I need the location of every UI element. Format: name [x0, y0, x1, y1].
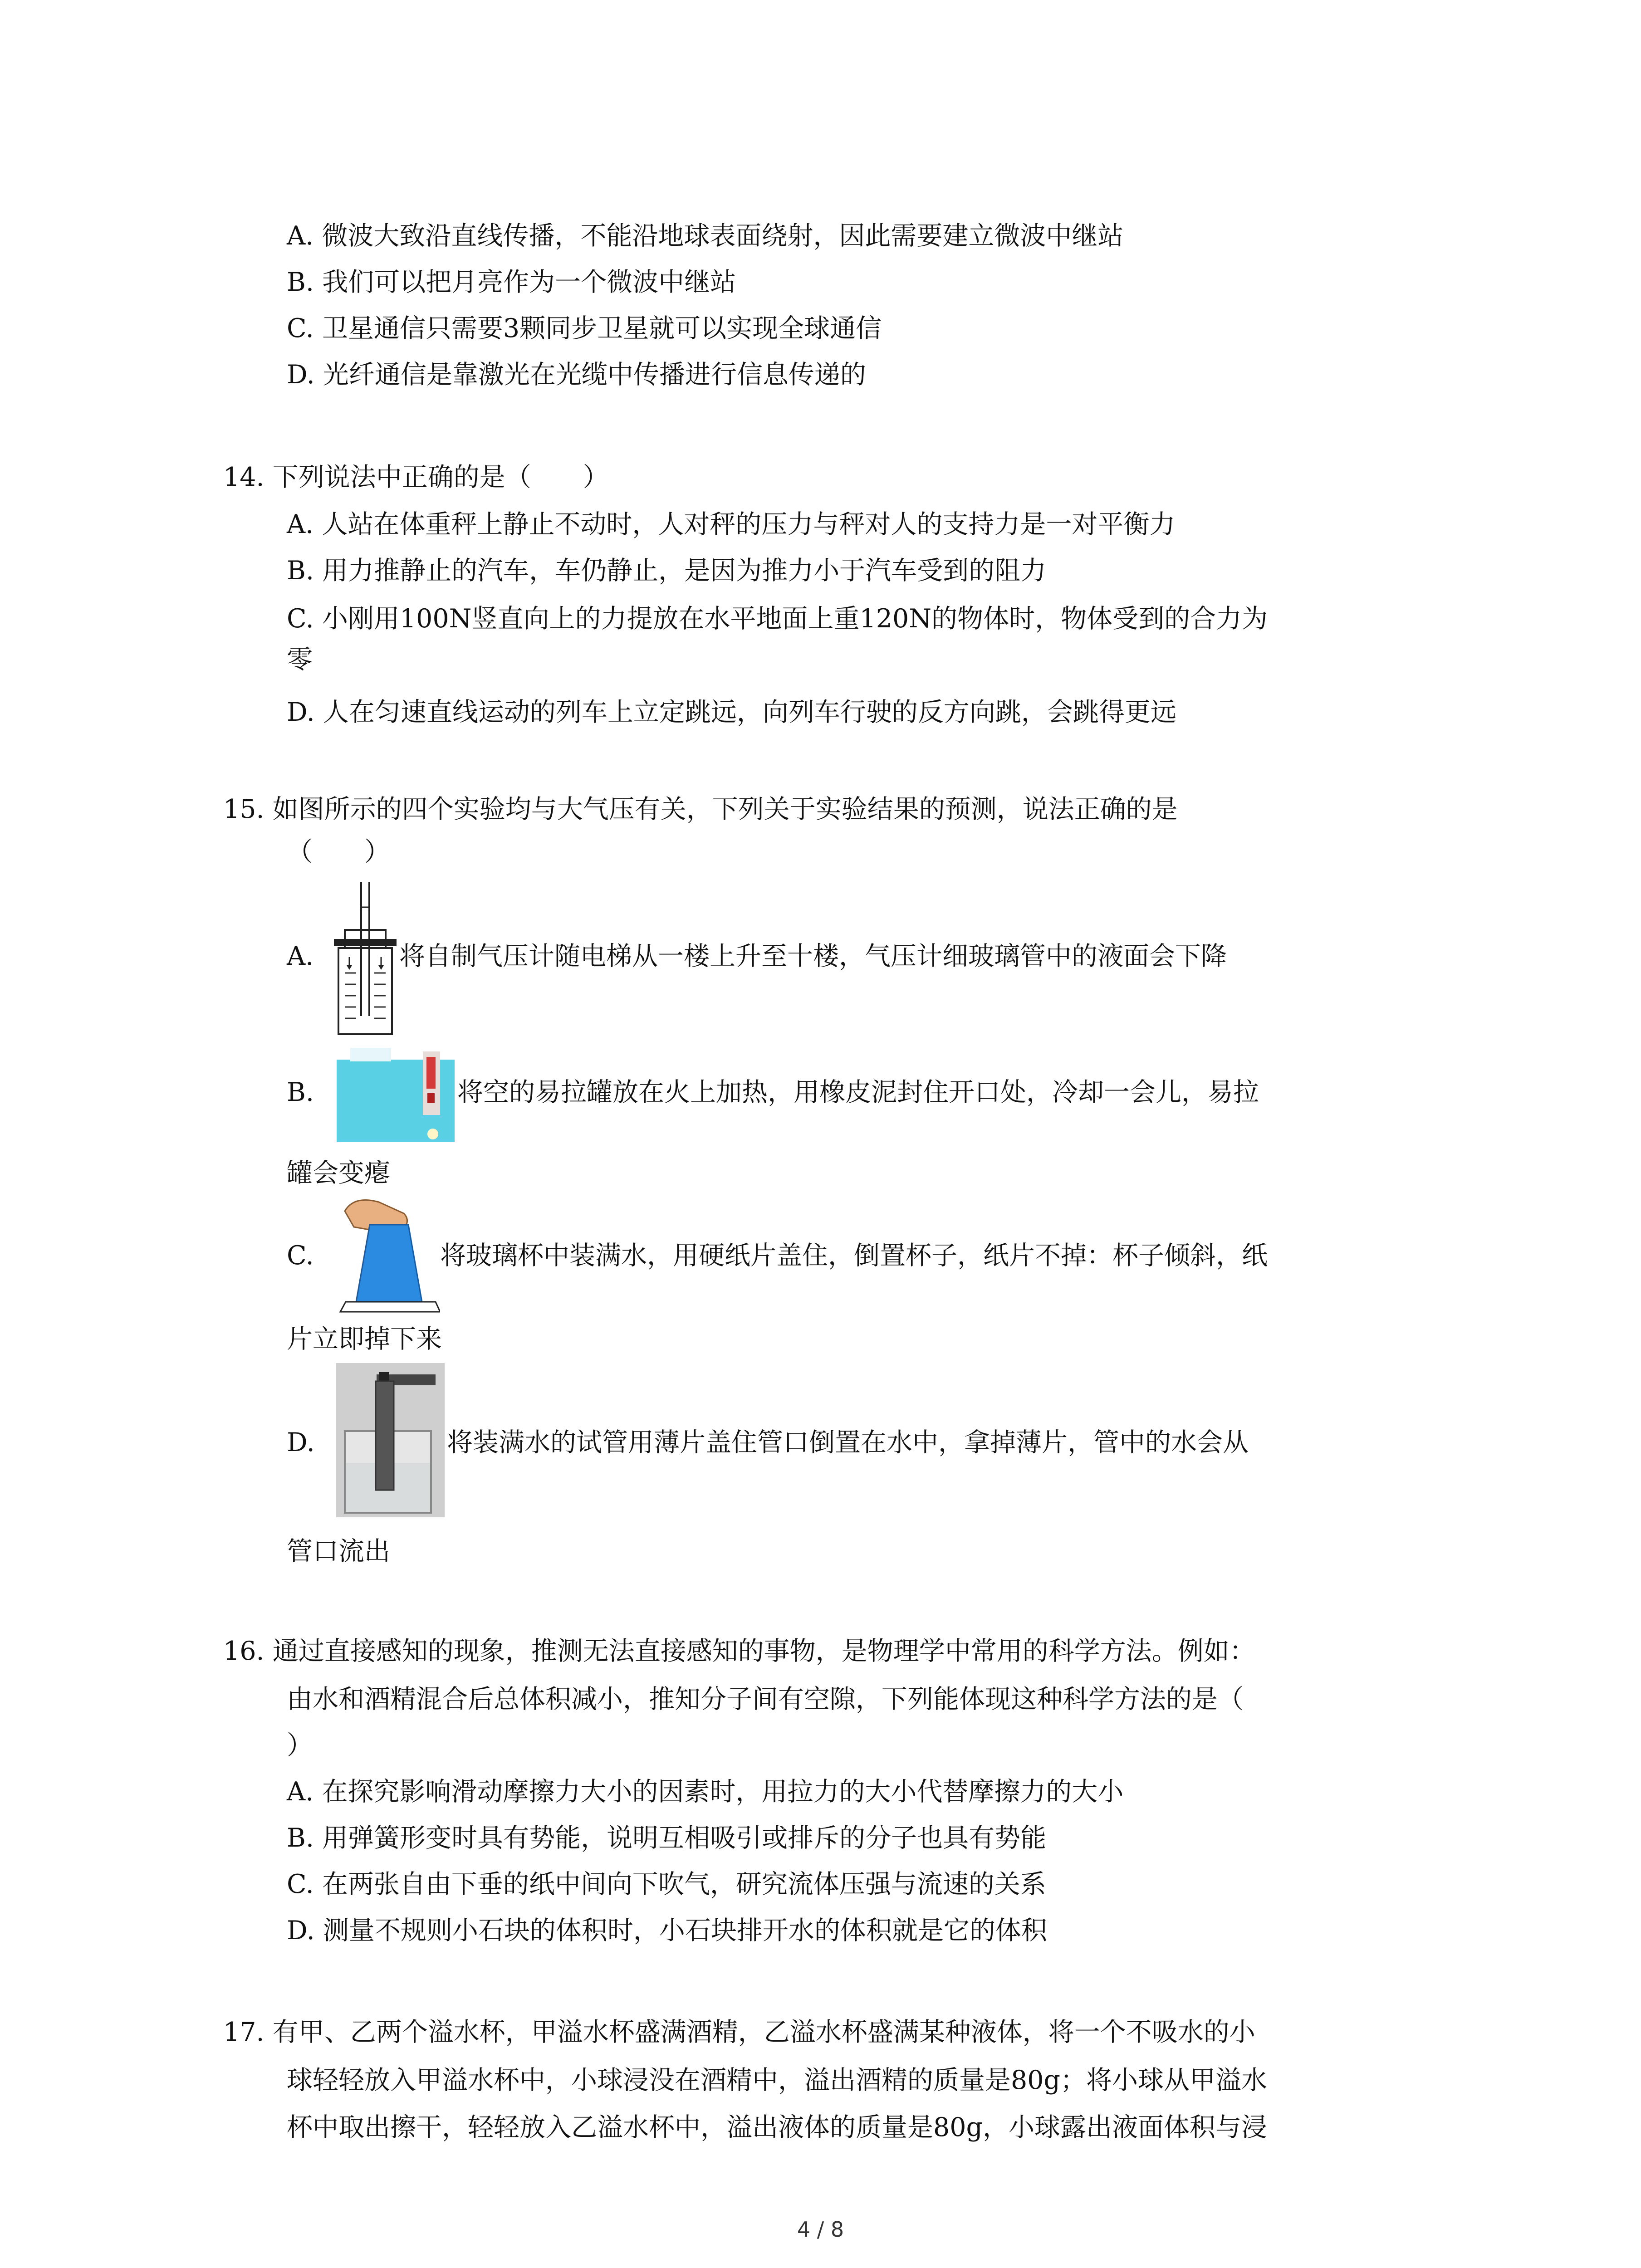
q14-option-d: D. 人在匀速直线运动的列车上立定跳远，向列车行驶的反方向跳，会跳得更远	[287, 697, 1176, 727]
inverted-cup-image	[336, 1193, 440, 1315]
q17-line3: 杯中取出擦干，轻轻放入乙溢水杯中，溢出液体的质量是80g，小球露出液面体积与浸	[287, 2112, 1268, 2142]
q17-line1: 17. 有甲、乙两个溢水杯，甲溢水杯盛满酒精，乙溢水杯盛满某种液体，将一个不吸水的小	[223, 2017, 1255, 2047]
q13-option-d: D. 光纤通信是靠激光在光缆中传播进行信息传递的	[287, 360, 866, 390]
q16-stem-line3: ）	[287, 1730, 313, 1760]
q15-option-d-label: D.	[287, 1427, 315, 1457]
q15-option-a-text: 将自制气压计随电梯从一楼上升至十楼，气压计细玻璃管中的液面会下降	[399, 941, 1227, 971]
q15-option-b-cont: 罐会变瘪	[287, 1158, 390, 1188]
q16-stem-line2: 由水和酒精混合后总体积减小，推知分子间有空隙，下列能体现这种科学方法的是（	[287, 1684, 1244, 1714]
q13-option-a: A. 微波大致沿直线传播，不能沿地球表面绕射，因此需要建立微波中继站	[287, 221, 1124, 251]
q15-option-c-cont: 片立即掉下来	[287, 1324, 442, 1354]
q15-option-b-label: B.	[287, 1077, 314, 1107]
can-heating-image	[337, 1043, 455, 1142]
q14-stem: 14. 下列说法中正确的是（ ）	[223, 462, 609, 492]
q16-option-c: C. 在两张自由下垂的纸中间向下吹气，研究流体压强与流速的关系	[287, 1869, 1046, 1899]
barometer-image	[331, 880, 399, 1036]
q16-stem-line1: 16. 通过直接感知的现象，推测无法直接感知的事物，是物理学中常用的科学方法。例如：	[223, 1636, 1255, 1666]
q17-line2: 球轻轻放入甲溢水杯中，小球浸没在酒精中，溢出酒精的质量是80g；将小球从甲溢水	[287, 2065, 1268, 2095]
q14-option-b: B. 用力推静止的汽车，车仍静止，是因为推力小于汽车受到的阻力	[287, 556, 1047, 586]
page-number: 4 / 8	[797, 2217, 844, 2242]
q14-option-c: C. 小刚用100N竖直向上的力提放在水平地面上重120N的物体时，物体受到的合力为	[287, 604, 1268, 634]
q15-option-b-text: 将空的易拉罐放在火上加热，用橡皮泥封住开口处，冷却一会儿，易拉	[457, 1077, 1259, 1107]
test-tube-image	[336, 1363, 445, 1517]
q15-option-c-text: 将玻璃杯中装满水，用硬纸片盖住，倒置杯子，纸片不掉：杯子倾斜，纸	[440, 1241, 1268, 1271]
q14-option-c-cont: 零	[287, 645, 313, 675]
q16-option-b: B. 用弹簧形变时具有势能，说明互相吸引或排斥的分子也具有势能	[287, 1823, 1047, 1853]
q15-option-c-label: C.	[287, 1241, 314, 1271]
q16-option-d: D. 测量不规则小石块的体积时，小石块排开水的体积就是它的体积	[287, 1916, 1047, 1945]
q15-option-d-text: 将装满水的试管用薄片盖住管口倒置在水中，拿掉薄片，管中的水会从	[447, 1427, 1249, 1457]
q15-stem: 15. 如图所示的四个实验均与大气压有关，下列关于实验结果的预测，说法正确的是	[223, 794, 1178, 824]
q15-option-d-cont: 管口流出	[287, 1536, 390, 1566]
q13-option-c: C. 卫星通信只需要3颗同步卫星就可以实现全球通信	[287, 313, 882, 343]
q14-option-a: A. 人站在体重秤上静止不动时，人对秤的压力与秤对人的支持力是一对平衡力	[287, 509, 1176, 539]
q15-stem-paren: （ ）	[287, 837, 390, 867]
q15-option-a-label: A.	[287, 941, 314, 971]
q13-option-b: B. 我们可以把月亮作为一个微波中继站	[287, 267, 736, 297]
q16-option-a: A. 在探究影响滑动摩擦力大小的因素时，用拉力的大小代替摩擦力的大小	[287, 1777, 1124, 1807]
